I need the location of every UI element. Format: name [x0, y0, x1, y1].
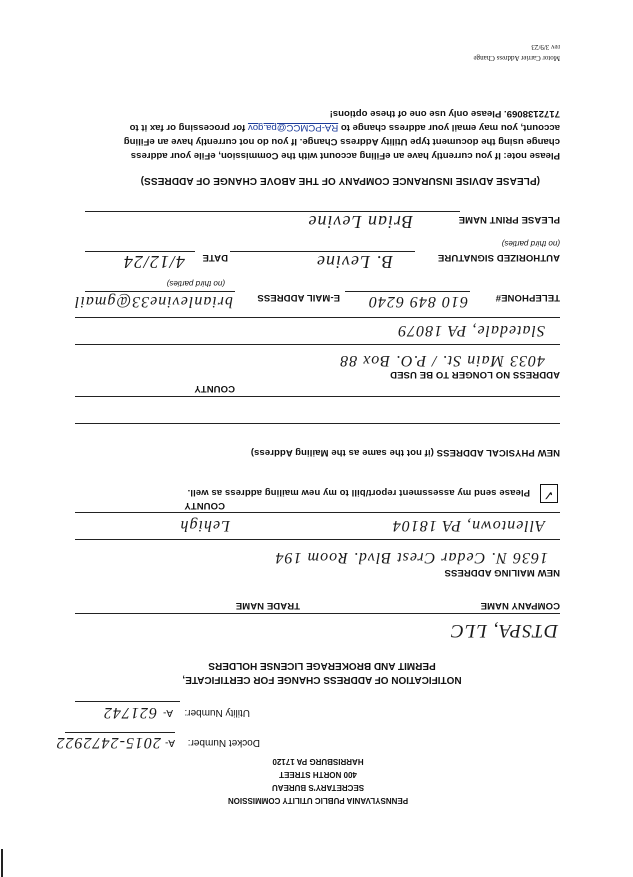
telephone-label: TELEPHONE#	[495, 292, 560, 303]
assessment-checkbox[interactable]	[540, 484, 558, 503]
old-address-line2[interactable]: Slatedale, PA 18079	[397, 322, 545, 339]
date-line	[85, 251, 195, 252]
note-line1: Please note: If you currently have an eFiling account with the Commission, eFile your address	[130, 150, 560, 161]
print-name-label: PLEASE PRINT NAME	[458, 214, 560, 225]
docket-number-line	[65, 732, 175, 733]
email-note: (no third parties)	[166, 279, 225, 288]
note-line3-pre: account, you may email your address change to	[338, 122, 560, 133]
utility-number-label: Utility Number:	[184, 707, 250, 718]
mailing-line2	[75, 512, 560, 513]
print-name-value[interactable]: Brian Levine	[307, 212, 413, 232]
note-line3-post: for processing or fax it to	[129, 122, 248, 133]
trade-name-label: TRADE NAME	[235, 600, 300, 611]
new-physical-address-label: NEW PHYSICAL ADDRESS (if not the same as the Mailing Address)	[250, 447, 560, 458]
company-name-value[interactable]: DTSPA, LLC	[450, 620, 558, 641]
form-title-line1: NOTIFICATION OF ADDRESS CHANGE FOR CERTIFICATE,	[182, 674, 462, 685]
check-icon: ✓	[543, 488, 554, 503]
print-name-line	[85, 211, 460, 212]
docket-prefix: A-	[165, 737, 175, 748]
old-address-line2-rule	[75, 317, 560, 318]
date-label: DATE	[202, 252, 228, 263]
utility-number-line	[75, 701, 180, 702]
new-mailing-county-label: COUNTY	[184, 500, 225, 511]
old-address-line1[interactable]: 4033 Main St. / P.O. Box 88	[339, 352, 545, 369]
docket-number-value[interactable]: 2015-2472922	[55, 734, 161, 751]
pcmcc-email-link[interactable]: RA-PCMCC@pa.gov	[247, 122, 339, 133]
new-mailing-line2[interactable]: Allentown, PA 18104	[391, 517, 545, 534]
note-line2: change using the document type Utility Address Change. If you do not currently have an eFiling	[123, 136, 560, 147]
email-value[interactable]: brianlevine33@gmail	[73, 293, 233, 310]
new-mailing-line1[interactable]: 1636 N. Cedar Crest Blvd. Room 194	[274, 549, 548, 566]
physical-line1[interactable]	[75, 423, 560, 424]
note-line4: 7172138069. Please only use one of these options!	[329, 108, 560, 119]
utility-number-value[interactable]: 621742	[103, 704, 157, 721]
company-name-label: COMPANY NAME	[480, 600, 560, 611]
bureau-name: SECRETARY'S BUREAU	[271, 783, 365, 792]
commission-name: PENNSYLVANIA PUBLIC UTILITY COMMISSION	[227, 796, 409, 805]
telephone-value[interactable]: 610 849 6240	[368, 293, 468, 310]
docket-number-label: Docket Number:	[187, 737, 260, 748]
old-address-line1-rule	[75, 344, 560, 345]
company-line	[75, 613, 560, 614]
city-state-zip: HARRISBURG PA 17120	[272, 757, 364, 766]
signature-note: (no third parties)	[501, 239, 560, 248]
signature-line	[230, 251, 415, 252]
scan-edge-mark	[1, 849, 3, 877]
new-mailing-county-value[interactable]: Lehigh	[179, 517, 230, 534]
form-title-line2: PERMIT AND BROKERAGE LICENSE HOLDERS	[208, 660, 436, 671]
email-line	[85, 291, 235, 292]
email-label: E-MAIL ADDRESS	[257, 292, 340, 303]
old-address-label: ADDRESS NO LONGER TO BE USED	[390, 369, 560, 380]
form-name: Motor Carrier Address Change	[473, 54, 560, 62]
assessment-text: Please send my assessment report/bill to my new mailing address as well.	[187, 487, 530, 498]
telephone-line	[345, 291, 470, 292]
new-mailing-address-label: NEW MAILING ADDRESS	[444, 567, 560, 578]
revision-date: rev 3/9/23	[531, 43, 560, 51]
note-line3	[130, 122, 560, 133]
authorized-signature-label: AUTHORIZED SIGNATURE	[437, 252, 560, 263]
physical-county-label: COUNTY	[194, 383, 235, 394]
utility-prefix: A-	[163, 707, 173, 718]
physical-line2[interactable]	[75, 396, 560, 397]
mailing-line1	[75, 539, 560, 540]
date-value[interactable]: 4/12/24	[122, 252, 185, 272]
insurance-advisory: (PLEASE ADVISE INSURANCE COMPANY OF THE ABOVE CHANGE OF ADDRESS)	[140, 175, 540, 186]
street-address: 400 NORTH STREET	[279, 770, 357, 779]
signature-value[interactable]: B. Levine	[316, 252, 393, 272]
